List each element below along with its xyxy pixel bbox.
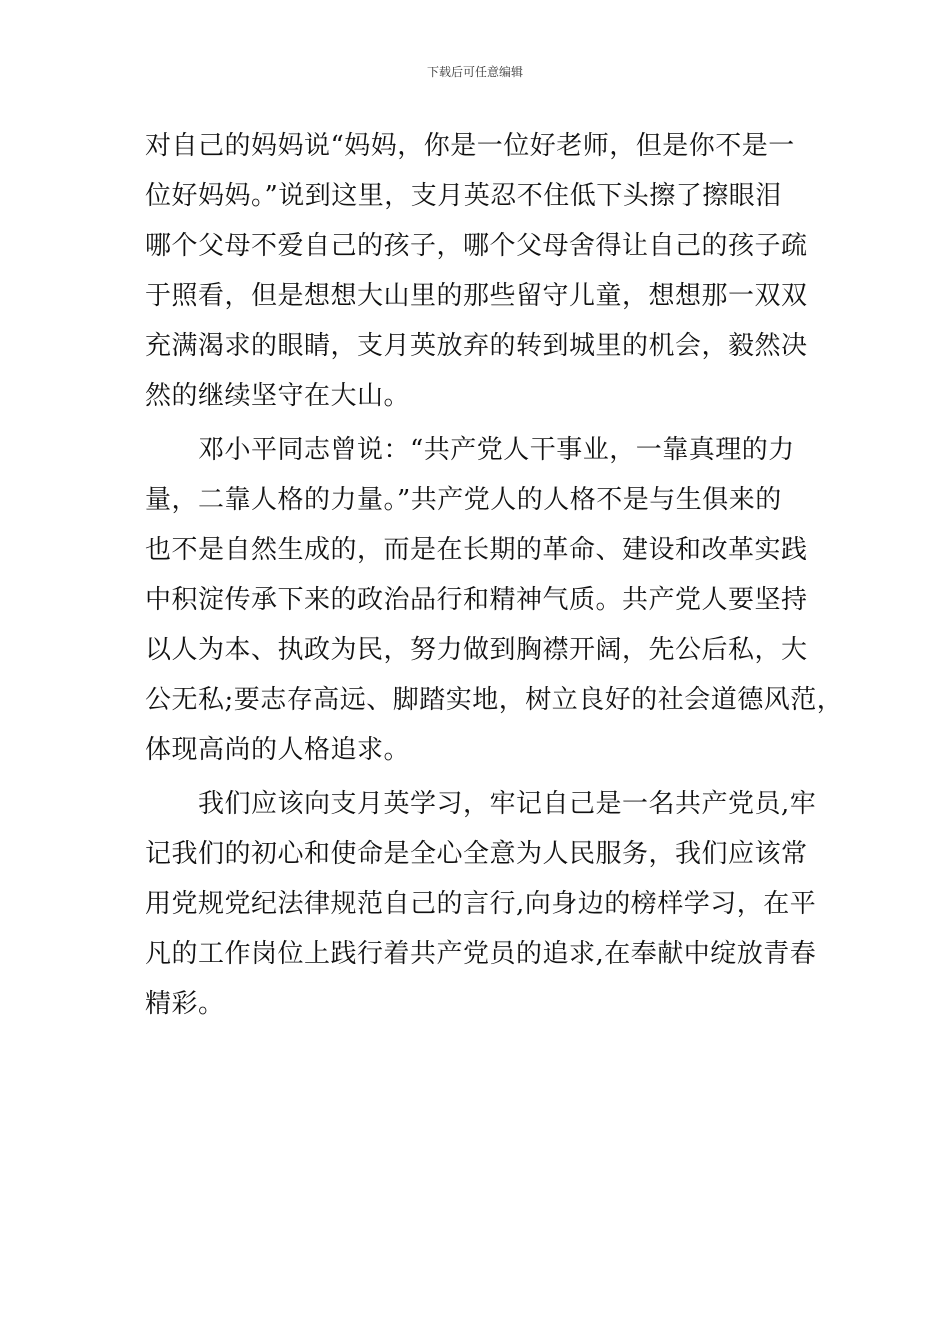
text-line: 邓小平同志曾说：“共产党人干事业，一靠真理的力 <box>145 435 795 465</box>
text-line: 量，二靠人格的力量。”共产党人的人格不是与生俱来的 <box>145 485 782 515</box>
text-line: 于照看，但是想想大山里的那些留守儿童，想想那一双双 <box>145 281 808 311</box>
text-line: 位好妈妈。”说到这里，支月英忍不住低下头擦了擦眼泪 <box>145 181 782 211</box>
text-line: 用党规党纪法律规范自己的言行,向身边的榜样学习，在平 <box>145 889 817 919</box>
paragraph-2 <box>145 425 844 775</box>
text-line: 记我们的初心和使命是全心全意为人民服务，我们应该常 <box>145 839 808 869</box>
page-header: 下载后可任意编辑 <box>426 65 523 79</box>
paragraph-3 <box>145 779 835 1029</box>
paragraph-1 <box>145 121 835 421</box>
text-line: 精彩。 <box>145 989 225 1019</box>
text-line: 哪个父母不爱自己的孩子，哪个父母舍得让自己的孩子疏 <box>145 231 808 261</box>
text-line: 我们应该向支月英学习，牢记自己是一名共产党员,牢 <box>145 789 817 819</box>
text-line: 然的继续坚守在大山。 <box>145 381 411 411</box>
text-line: 公无私;要志存高远、脚踏实地，树立良好的社会道德风范， <box>145 685 844 715</box>
text-line: 对自己的妈妈说“妈妈，你是一位好老师，但是你不是一 <box>145 131 795 161</box>
text-line: 也不是自然生成的，而是在长期的革命、建设和改革实践 <box>145 535 808 565</box>
text-line: 充满渴求的眼睛，支月英放弃的转到城里的机会，毅然决 <box>145 331 808 361</box>
text-line: 凡的工作岗位上践行着共产党员的追求,在奉献中绽放青春 <box>145 939 817 969</box>
text-line: 以人为本、执政为民，努力做到胸襟开阔，先公后私，大 <box>145 635 808 665</box>
document-body <box>145 121 844 1029</box>
text-line: 中积淀传承下来的政治品行和精神气质。共产党人要坚持 <box>145 585 808 615</box>
text-line: 体现高尚的人格追求。 <box>145 735 411 765</box>
